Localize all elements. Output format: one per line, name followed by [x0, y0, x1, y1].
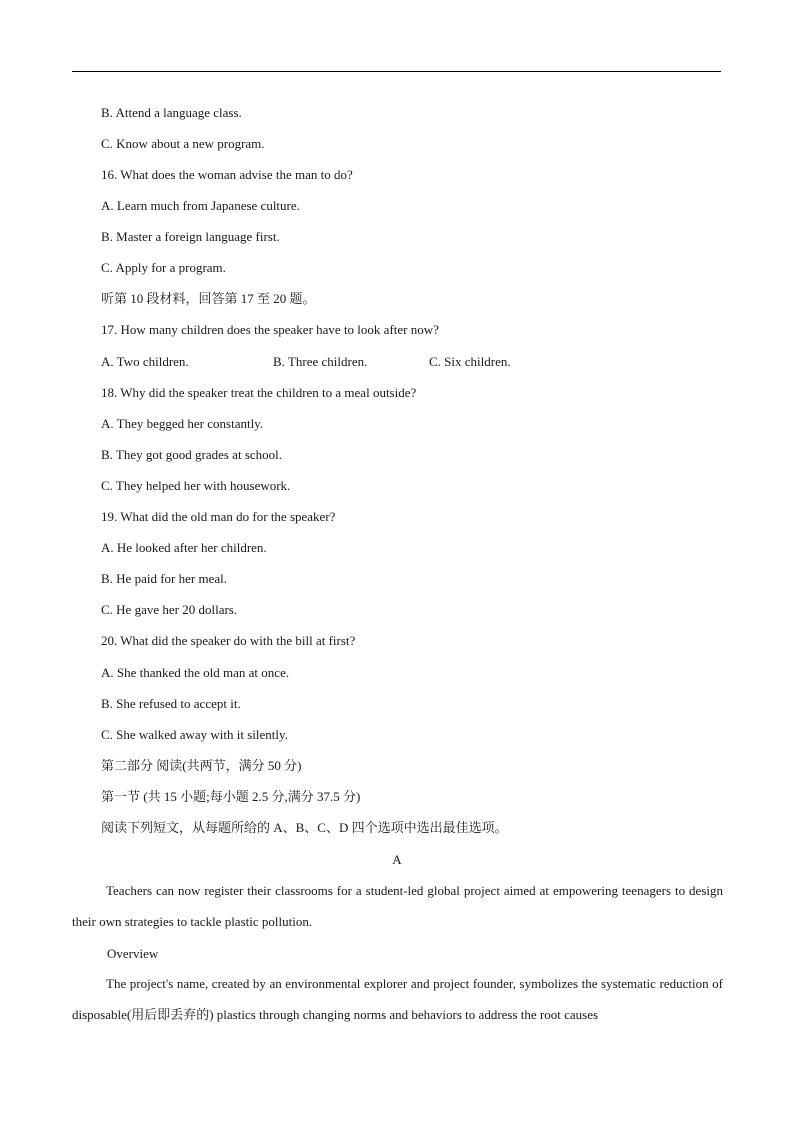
question-19: 19. What did the old man do for the speaker?: [101, 509, 336, 524]
question-20: 20. What did the speaker do with the bill at first?: [101, 633, 356, 648]
passage-paragraph: Teachers can now register their classrooms for a student-led global project aimed at empowering teenagers to design their own strategies to tackle plastic pollution.: [72, 883, 723, 929]
option-line: C. They helped her with housework.: [101, 478, 291, 493]
option-line: A. Learn much from Japanese culture.: [101, 198, 300, 213]
passage-label: A: [392, 852, 402, 867]
option-a: A. Two children.: [101, 354, 189, 369]
option-line: B. They got good grades at school.: [101, 447, 283, 462]
header-rule: [72, 71, 721, 72]
section-heading: 第一节 (共 15 小题;每小题 2.5 分,满分 37.5 分): [101, 789, 361, 804]
option-line: C. Apply for a program.: [101, 260, 226, 275]
passage-subheading: Overview: [107, 946, 159, 961]
passage-paragraph: The project's name, created by an environmental explorer and project founder, symbolizes the systematic reduction of disposable(用后即丢弃的) plastics through changing norms and behaviors to address the root causes: [72, 976, 723, 1022]
option-c: C. Six children.: [429, 354, 511, 369]
option-line: B. She refused to accept it.: [101, 696, 241, 711]
reading-instruction: 阅读下列短文，从每题所给的 A、B、C、D 四个选项中选出最佳选项。: [101, 820, 508, 835]
part-heading: 第二部分 阅读(共两节，满分 50 分): [101, 758, 302, 773]
option-line: A. He looked after her children.: [101, 540, 267, 555]
option-line: C. She walked away with it silently.: [101, 727, 288, 742]
option-b: B. Three children.: [273, 354, 368, 369]
option-line: A. She thanked the old man at once.: [101, 665, 290, 680]
option-line: C. Know about a new program.: [101, 136, 265, 151]
option-line: B. Attend a language class.: [101, 105, 242, 120]
question-16: 16. What does the woman advise the man to do?: [101, 167, 353, 182]
option-line: C. He gave her 20 dollars.: [101, 602, 238, 617]
option-line: B. He paid for her meal.: [101, 571, 227, 586]
question-17: 17. How many children does the speaker have to look after now?: [101, 322, 439, 337]
option-line: A. They begged her constantly.: [101, 416, 264, 431]
section-instruction: 听第 10 段材料，回答第 17 至 20 题。: [101, 291, 316, 306]
option-line: B. Master a foreign language first.: [101, 229, 280, 244]
question-18: 18. Why did the speaker treat the children to a meal outside?: [101, 385, 417, 400]
